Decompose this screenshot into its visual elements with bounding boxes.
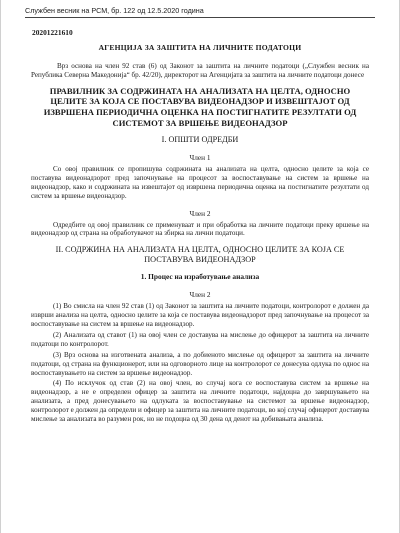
header-rule: [25, 17, 375, 18]
article-3-label: Член 2: [189, 290, 211, 300]
section-heading-content: II. СОДРЖИНА НА АНАЛИЗАТА НА ЦЕЛТА, ОДНОСНО ЦЕЛИТЕ ЗА КОЈА СЕ ПОСТАВУВА ВИДЕОНАДЗОР: [55, 245, 345, 265]
article-2-text: Одредбите од овој правилник се применуваат и при обработка на личните податоци преку вршење на видеонадзор од страна на обработувачот на збирка на лични податоци.: [31, 220, 369, 238]
article-3-paragraph-3: (3) Врз основа на изготвената анализа, а по добиеното мислење од офицерот за заштита на личните податоци, од страна на функционерот, или на одговорното лице на контролорот се донесува одлука по однос на воспоставувањето на систем за вршење видеонадзор.: [31, 350, 369, 377]
agency-title: АГЕНЦИЈА ЗА ЗАШТИТА НА ЛИЧНИТЕ ПОДАТОЦИ: [98, 43, 302, 52]
rulebook-title: ПРАВИЛНИК ЗА СОДРЖИНАТА НА АНАЛИЗАТА НА ЦЕЛТА, ОДНОСНО ЦЕЛИТЕ ЗА КОЈА СЕ ПОСТАВУВА ВИДЕОНАДЗОР И ИЗВЕШТАЈОТ ОД ИЗВРШЕНА ПЕРИОДИЧНА ОЦЕНКА НА ПОСТИГНАТИТЕ РЕЗУЛТАТИ ОД СИСТЕМОТ ЗА ВРШЕЊЕ ВИДЕОНАДЗОР: [43, 85, 357, 128]
gazette-header: Службен весник на РСМ, бр. 122 од 12.5.2020 година: [25, 6, 204, 15]
article-2-label: Член 2: [189, 208, 211, 218]
document-body: [31, 42, 369, 424]
article-1-text: Со овој правилник се пропишува содржината на анализата на целта, односно целите за која се поставува видеонадзорот пред започнување на процесот за воспоставување на систем за вршење на видеонадзор, како и содржината на извештајот од извршена периодична оценка на постигнатите резултати од систем за вршење видеонадзор.: [31, 165, 369, 200]
article-3-paragraph-1: (1) Во смисла на член 92 став (1) од Законот за заштита на личните податоци, контролорот е должен да изврши анализа на целта, односно целите за која се поставува видеонадзорот пред започнување на процесот за воспоставување на систем за вршење на видеонадзор.: [31, 302, 369, 328]
article-1-label: Член 1: [189, 153, 211, 163]
section-heading-general: I. ОПШТИ ОДРЕДБИ: [161, 135, 239, 145]
subheading-analysis-process: 1. Процес на изработување анализа: [140, 272, 260, 282]
article-3-paragraph-4: (4) По исклучок од став (2) на овој член, во случај кога се воспоставува систем за вршење на видеонадзор, а не е определен офицер за заштита на личните податоци, најдоцна до завршувањето на анализата, а пред донесувањето на одлуката за воспоставување на системот за вршење видеонадзор, контролорот е должен да определи и офицер за заштита на личните податоци, во кој случај офицерот доставува мислење за анализата во разумен рок, но не подоцна од 30 дена од денот на добивањата анализа.: [31, 379, 369, 424]
article-3-paragraph-2: (2) Анализата од ставот (1) на овој член се доставува на мислење до офицерот за заштита на личните податоци по контролорот.: [31, 330, 369, 348]
preamble: Врз основа на член 92 став (6) од Законот за заштита на личните податоци („Службен весник на Република Северна Македонија“ бр. 42/20), директорот на Агенцијата за заштита на личните податоци донесе: [31, 61, 369, 79]
document-id: 20201221610: [32, 28, 73, 37]
